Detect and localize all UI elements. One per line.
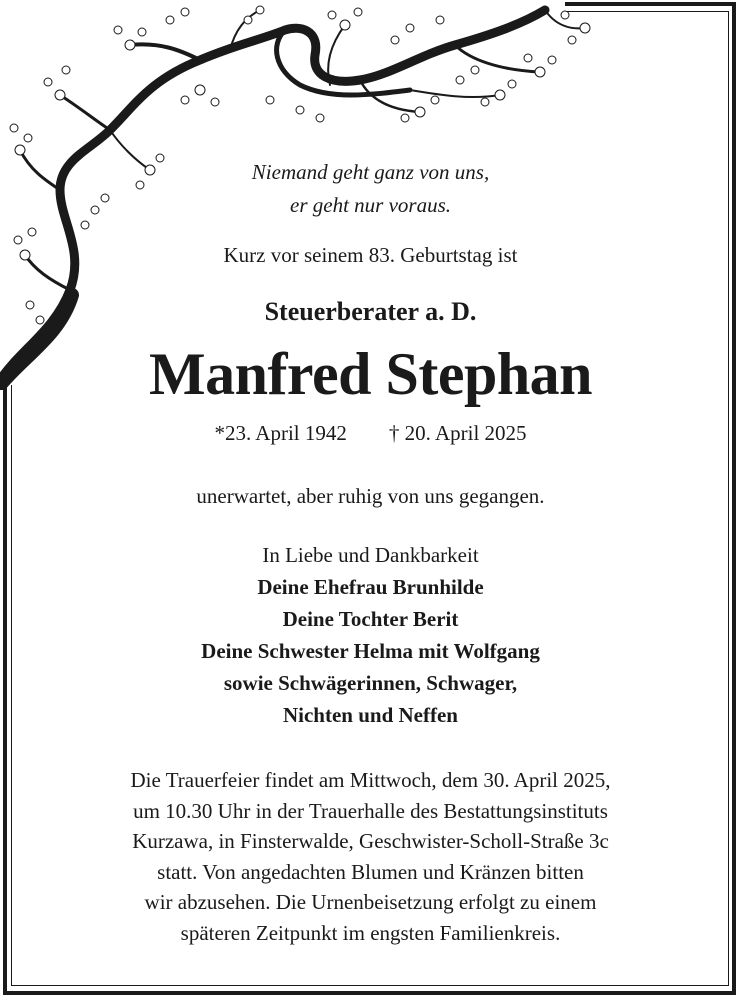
mourners-heading: In Liebe und Dankbarkeit bbox=[262, 543, 479, 567]
mourner-line: Deine Tochter Berit bbox=[282, 607, 459, 631]
service-line: um 10.30 Uhr in der Trauerhalle des Bestattungsinstituts bbox=[133, 798, 608, 823]
mourner-line: sowie Schwägerinnen, Schwager, bbox=[223, 671, 518, 695]
life-dates bbox=[0, 421, 741, 446]
profession-title: Steuerberater a. D. bbox=[264, 297, 477, 326]
motto-line: Niemand geht ganz von uns, bbox=[251, 160, 490, 184]
funeral-service-info bbox=[0, 765, 741, 948]
motto bbox=[0, 156, 741, 222]
passing-text: unerwartet, aber ruhig von uns gegangen. bbox=[196, 484, 545, 508]
mourners-block bbox=[0, 539, 741, 731]
service-line: Kurzawa, in Finsterwalde, Geschwister-Scholl-Straße 3c bbox=[132, 829, 609, 853]
mourner-line: Deine Schwester Helma mit Wolfgang bbox=[201, 639, 540, 663]
intro-text: Kurz vor seinem 83. Geburtstag ist bbox=[223, 243, 518, 267]
deceased-name: Manfred Stephan bbox=[148, 341, 593, 407]
death-date: † 20. April 2025 bbox=[388, 421, 527, 445]
service-line: wir abzusehen. Die Urnenbeisetzung erfolgt zu einem bbox=[144, 890, 597, 914]
motto-line: er geht nur voraus. bbox=[290, 193, 451, 217]
birth-date: *23. April 1942 bbox=[214, 421, 347, 445]
service-line: statt. Von angedachten Blumen und Kränzen bitten bbox=[157, 859, 584, 884]
service-line: späteren Zeitpunkt im engsten Familienkreis. bbox=[180, 920, 561, 945]
service-line: Die Trauerfeier findet am Mittwoch, dem 30. April 2025, bbox=[130, 768, 611, 792]
mourner-line: Deine Ehefrau Brunhilde bbox=[257, 575, 484, 599]
mourner-line: Nichten und Neffen bbox=[282, 703, 458, 727]
